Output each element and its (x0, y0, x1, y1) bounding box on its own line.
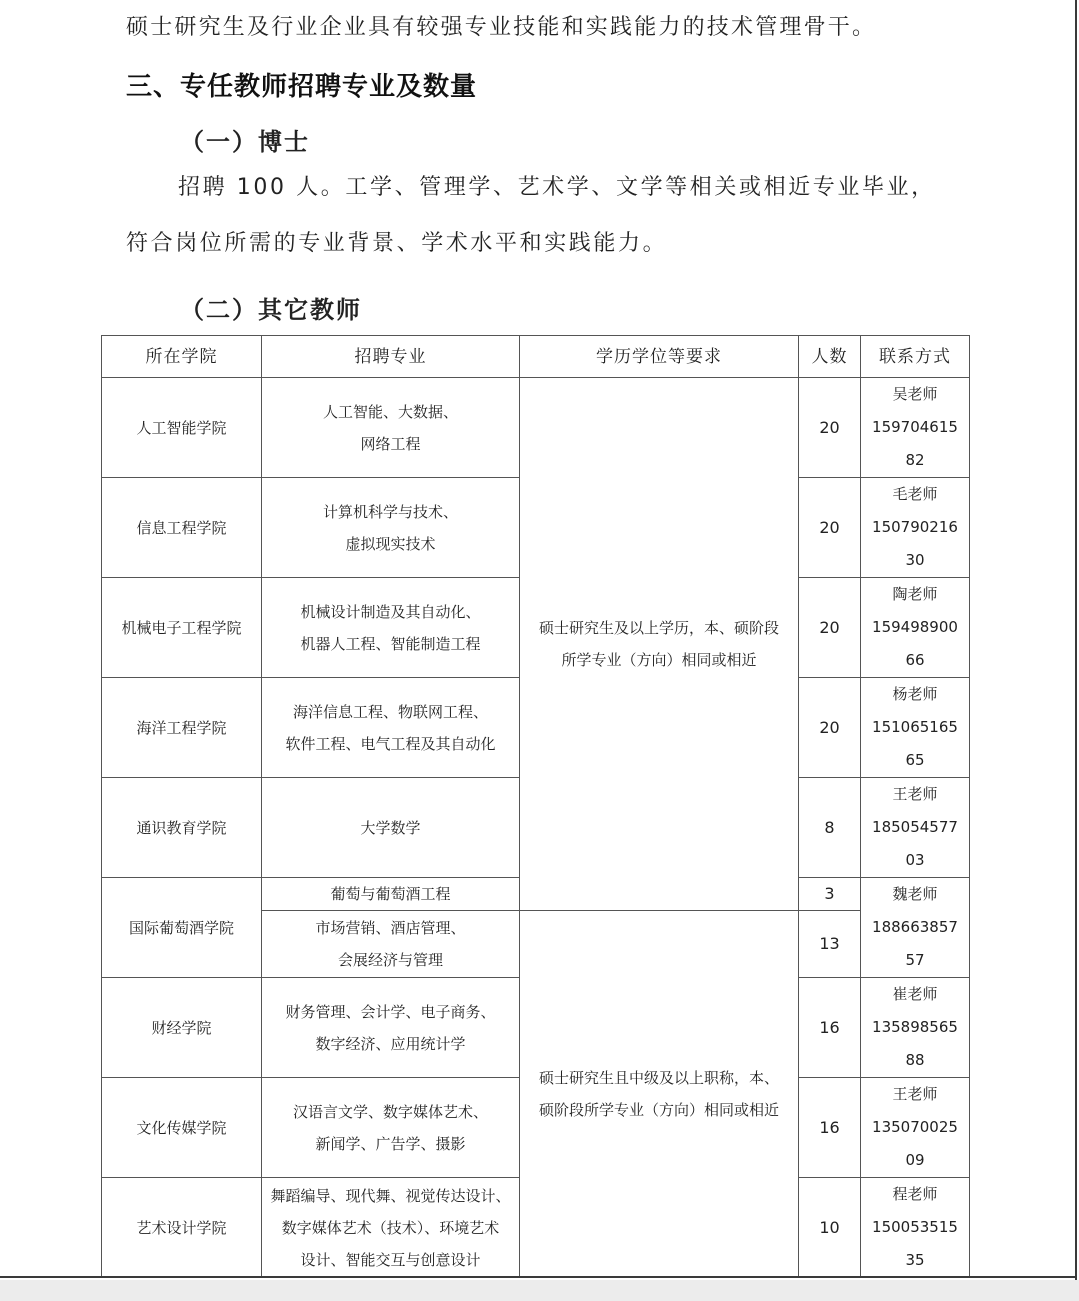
major-cell: 机械设计制造及其自动化、 机器人工程、智能制造工程 (262, 578, 520, 678)
major-cell: 海洋信息工程、物联网工程、 软件工程、电气工程及其自动化 (262, 678, 520, 778)
count-cell: 20 (799, 378, 861, 478)
contact-cell: 吴老师 159704615 82 (861, 378, 970, 478)
page-footer-strip (0, 1280, 1079, 1301)
major-cell: 计算机科学与技术、 虚拟现实技术 (262, 478, 520, 578)
subsection-heading-doctor: （一）博士 (180, 128, 310, 156)
recruitment-table (101, 335, 970, 1278)
page-bottom-edge (0, 1276, 1077, 1278)
count-cell: 10 (799, 1178, 861, 1278)
table-header-row (102, 336, 970, 378)
count-cell: 20 (799, 678, 861, 778)
contact-cell: 王老师 135070025 09 (861, 1078, 970, 1178)
header-count: 人数 (799, 336, 861, 378)
requirement-cell-b: 硕士研究生且中级及以上职称，本、 硕阶段所学专业（方向）相同或相近 (520, 911, 799, 1278)
college-cell: 人工智能学院 (102, 378, 262, 478)
college-cell: 机械电子工程学院 (102, 578, 262, 678)
major-cell: 大学数学 (262, 778, 520, 878)
major-cell: 人工智能、大数据、 网络工程 (262, 378, 520, 478)
count-cell: 3 (799, 878, 861, 911)
contact-cell: 崔老师 135898565 88 (861, 978, 970, 1078)
count-cell: 16 (799, 978, 861, 1078)
section-heading-3: 三、专任教师招聘专业及数量 (126, 72, 478, 102)
count-cell: 20 (799, 478, 861, 578)
count-cell: 20 (799, 578, 861, 678)
major-cell: 财务管理、会计学、电子商务、 数字经济、应用统计学 (262, 978, 520, 1078)
contact-cell: 杨老师 151065165 65 (861, 678, 970, 778)
major-cell: 市场营销、酒店管理、 会展经济与管理 (262, 911, 520, 978)
header-contact: 联系方式 (861, 336, 970, 378)
contact-cell: 程老师 150053515 35 (861, 1178, 970, 1278)
doctor-paragraph-line-2: 符合岗位所需的专业背景、学术水平和实践能力。 (126, 231, 668, 256)
intro-paragraph-end: 硕士研究生及行业企业具有较强专业技能和实践能力的技术管理骨干。 (126, 15, 877, 40)
contact-cell: 陶老师 159498900 66 (861, 578, 970, 678)
count-cell: 8 (799, 778, 861, 878)
doctor-paragraph-line-1: 招聘 100 人。工学、管理学、艺术学、文学等相关或相近专业毕业， (178, 175, 936, 200)
major-cell: 舞蹈编导、现代舞、视觉传达设计、 数字媒体艺术（技术）、环境艺术 设计、智能交互与创意设计 (262, 1178, 520, 1278)
table-row (102, 378, 970, 478)
count-cell: 16 (799, 1078, 861, 1178)
header-requirement: 学历学位等要求 (520, 336, 799, 378)
contact-cell: 毛老师 150790216 30 (861, 478, 970, 578)
college-cell: 国际葡萄酒学院 (102, 878, 262, 978)
header-college: 所在学院 (102, 336, 262, 378)
page-right-edge (1075, 0, 1077, 1280)
major-cell: 汉语言文学、数字媒体艺术、 新闻学、广告学、摄影 (262, 1078, 520, 1178)
major-cell: 葡萄与葡萄酒工程 (262, 878, 520, 911)
college-cell: 通识教育学院 (102, 778, 262, 878)
count-cell: 13 (799, 911, 861, 978)
contact-cell: 王老师 185054577 03 (861, 778, 970, 878)
requirement-cell-a: 硕士研究生及以上学历，本、硕阶段 所学专业（方向）相同或相近 (520, 378, 799, 911)
contact-cell: 魏老师 188663857 57 (861, 878, 970, 978)
college-cell: 文化传媒学院 (102, 1078, 262, 1178)
header-major: 招聘专业 (262, 336, 520, 378)
college-cell: 艺术设计学院 (102, 1178, 262, 1278)
college-cell: 海洋工程学院 (102, 678, 262, 778)
college-cell: 财经学院 (102, 978, 262, 1078)
subsection-heading-other: （二）其它教师 (180, 296, 362, 324)
college-cell: 信息工程学院 (102, 478, 262, 578)
